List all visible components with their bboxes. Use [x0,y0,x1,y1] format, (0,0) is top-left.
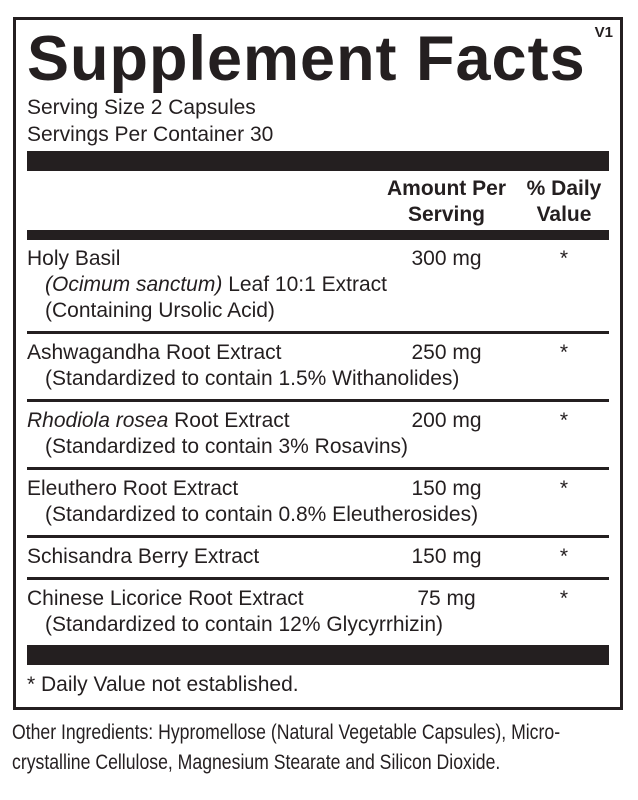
ingredient-daily-value: * [559,587,569,610]
ingredient-amount: 75 mg [417,587,476,610]
ingredient-detail [27,502,609,528]
other-ingredients [12,718,638,778]
ingredient-amount: 150 mg [411,477,482,500]
regular-text: Eleuthero Root Extract [27,477,239,500]
ingredient-detail [27,272,609,298]
dv-header-line1: % Daily [526,177,602,200]
italic-text: Rhodiola rosea [27,409,169,432]
ingredient-daily-value: * [559,477,569,500]
amount-per-serving-header [374,176,519,228]
ingredient-row [27,399,609,467]
ingredient-row [27,535,609,577]
ingredient-name [27,586,374,612]
header-divider-bar [27,230,609,240]
percent-daily-value-header [519,176,609,228]
ingredient-amount: 300 mg [411,247,482,270]
ingredient-daily-value: * [559,247,569,270]
other-ingredients-line1: Other Ingredients: Hypromellose (Natural Vegetable Capsules), Micro- [12,721,561,744]
ingredient-main-line [27,586,609,612]
ingredient-detail [27,298,609,324]
ingredient-row [27,467,609,535]
ingredient-amount: 200 mg [411,409,482,432]
ingredient-detail [27,434,609,460]
regular-text: (Standardized to contain 3% Rosavins) [45,435,409,458]
ingredient-list [27,240,609,645]
regular-text: Ashwagandha Root Extract [27,341,282,364]
ingredient-detail [27,612,609,638]
label-title: Supplement Facts [27,24,586,94]
ingredient-daily-value: * [559,341,569,364]
ingredient-name [27,408,374,434]
dv-header-line2: Value [536,203,592,226]
servings-per-container: Servings Per Container 30 [27,123,274,146]
ingredient-name [27,476,374,502]
regular-text: (Containing Ursolic Acid) [45,299,275,322]
supplement-facts-box [13,17,623,710]
ingredient-name [27,544,374,570]
ingredient-daily-value: * [559,409,569,432]
regular-text: (Standardized to contain 1.5% Withanolides) [45,367,460,390]
daily-value-footnote: * Daily Value not established. [27,673,299,696]
serving-size: Serving Size 2 Capsules [27,96,256,119]
regular-text: (Standardized to contain 12% Glycyrrhizin) [45,613,444,636]
regular-text: Chinese Licorice Root Extract [27,587,304,610]
ingredient-amount: 150 mg [411,545,482,568]
regular-text: Leaf 10:1 Extract [222,273,387,296]
ingredient-row [27,240,609,331]
ingredient-main-line [27,408,609,434]
version-tag: V1 [594,24,613,41]
ingredient-daily-value: * [559,545,569,568]
ingredient-main-line [27,246,609,272]
ingredient-main-line [27,340,609,366]
ingredient-main-line [27,544,609,570]
amount-header-line2: Serving [407,203,486,226]
bottom-divider-bar [27,645,609,665]
other-ingredients-line2: crystalline Cellulose, Magnesium Stearate and Silicon Dioxide. [12,751,501,774]
ingredient-row [27,577,609,645]
top-divider-bar [27,151,609,171]
column-headers-row [27,171,609,230]
ingredient-row [27,331,609,399]
regular-text: Holy Basil [27,247,121,270]
regular-text: (Standardized to contain 0.8% Eleutherosides) [45,503,479,526]
ingredient-name [27,246,374,272]
regular-text: Root Extract [168,409,290,432]
italic-text: (Ocimum sanctum) [45,273,223,296]
ingredient-detail [27,366,609,392]
ingredient-name [27,340,374,366]
ingredient-amount: 250 mg [411,341,482,364]
regular-text: Schisandra Berry Extract [27,545,260,568]
amount-header-line1: Amount Per [386,177,506,200]
ingredient-main-line [27,476,609,502]
